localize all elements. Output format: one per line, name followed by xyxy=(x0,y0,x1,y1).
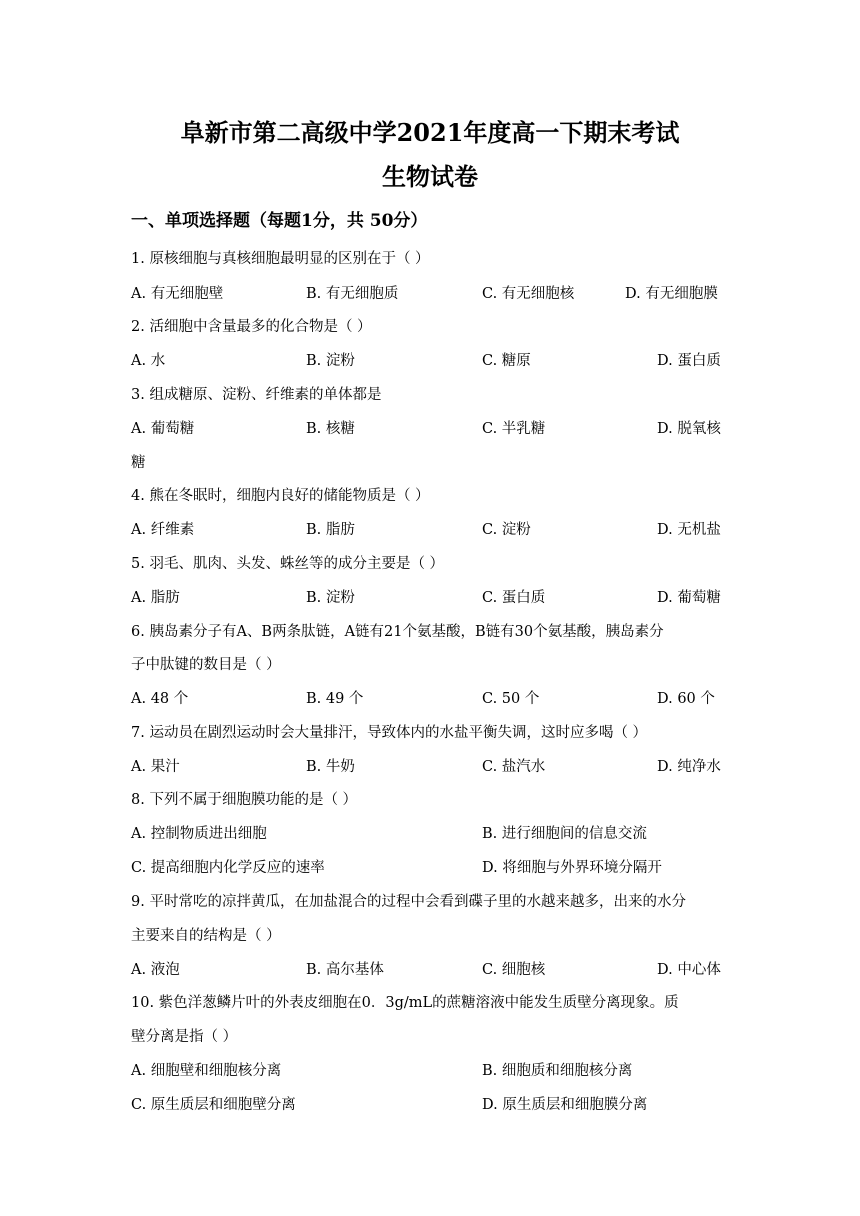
question-9-stem-continued: 主要来自的结构是（ ） xyxy=(131,928,281,944)
question-10-option-c: C. 原生质层和细胞壁分离 xyxy=(131,1097,296,1113)
question-5-option-a: A. 脂肪 xyxy=(131,590,180,606)
exam-subtitle: 生物试卷 xyxy=(382,162,478,191)
question-4-option-a: A. 纤维素 xyxy=(131,522,195,538)
question-9-option-a: A. 液泡 xyxy=(131,962,180,978)
question-3-stem: 3. 组成糖原、淀粉、纤维素的单体都是 xyxy=(131,387,382,403)
question-6-option-b: B. 49 个 xyxy=(306,691,364,707)
question-7-option-a: A. 果汁 xyxy=(131,759,180,775)
question-9-option-c: C. 细胞核 xyxy=(482,962,546,978)
question-2-option-a: A. 水 xyxy=(131,353,166,369)
question-7-stem: 7. 运动员在剧烈运动时会大量排汗，导致体内的水盐平衡失调，这时应多喝（ ） xyxy=(131,725,648,741)
question-2-stem: 2. 活细胞中含量最多的化合物是（ ） xyxy=(131,319,372,335)
question-10-stem-continued: 壁分离是指（ ） xyxy=(131,1029,238,1045)
question-2-option-c: C. 糖原 xyxy=(482,353,531,369)
question-9-option-b: B. 高尔基体 xyxy=(306,962,384,978)
question-6-stem-continued: 子中肽键的数目是（ ） xyxy=(131,657,281,673)
question-4-option-b: B. 脂肪 xyxy=(306,522,355,538)
question-6-option-c: C. 50 个 xyxy=(482,691,540,707)
question-1-option-d: D. 有无细胞膜 xyxy=(625,286,718,302)
question-1-option-b: B. 有无细胞质 xyxy=(306,286,399,302)
question-8-option-d: D. 将细胞与外界环境分隔开 xyxy=(482,860,662,876)
question-4-option-d: D. 无机盐 xyxy=(657,522,721,538)
question-10-option-a: A. 细胞壁和细胞核分离 xyxy=(131,1063,282,1079)
question-9-stem: 9. 平时常吃的凉拌黄瓜，在加盐混合的过程中会看到碟子里的水越来越多，出来的水分 xyxy=(131,894,686,910)
question-3-option-d-continuation: 糖 xyxy=(131,455,146,471)
question-4-option-c: C. 淀粉 xyxy=(482,522,531,538)
question-8-option-a: A. 控制物质进出细胞 xyxy=(131,826,267,842)
question-5-option-b: B. 淀粉 xyxy=(306,590,355,606)
question-1-stem: 1. 原核细胞与真核细胞最明显的区别在于（ ） xyxy=(131,251,430,267)
question-10-option-b: B. 细胞质和细胞核分离 xyxy=(482,1063,633,1079)
question-5-option-d: D. 葡萄糖 xyxy=(657,590,721,606)
question-10-stem: 10. 紫色洋葱鳞片叶的外表皮细胞在0．3g/mL的蔗糖溶液中能发生质壁分离现象。质 xyxy=(131,995,679,1011)
question-3-option-b: B. 核糖 xyxy=(306,421,355,437)
question-5-stem: 5. 羽毛、肌肉、头发、蛛丝等的成分主要是（ ） xyxy=(131,556,445,572)
question-7-option-d: D. 纯净水 xyxy=(657,759,721,775)
question-9-option-d: D. 中心体 xyxy=(657,962,721,978)
question-1-option-c: C. 有无细胞核 xyxy=(482,286,575,302)
section-heading: 一、单项选择题（每题1分，共 50分） xyxy=(131,211,428,231)
question-6-option-a: A. 48 个 xyxy=(131,691,189,707)
question-3-option-d: D. 脱氧核 xyxy=(657,421,721,437)
question-7-option-c: C. 盐汽水 xyxy=(482,759,546,775)
question-6-stem: 6. 胰岛素分子有A、B两条肽链，A链有21个氨基酸，B链有30个氨基酸，胰岛素分 xyxy=(131,624,664,640)
question-8-option-c: C. 提高细胞内化学反应的速率 xyxy=(131,860,325,876)
question-3-option-a: A. 葡萄糖 xyxy=(131,421,195,437)
question-2-option-b: B. 淀粉 xyxy=(306,353,355,369)
question-1-option-a: A. 有无细胞壁 xyxy=(131,286,224,302)
question-6-option-d: D. 60 个 xyxy=(657,691,715,707)
question-7-option-b: B. 牛奶 xyxy=(306,759,355,775)
question-8-option-b: B. 进行细胞间的信息交流 xyxy=(482,826,647,842)
question-3-option-c: C. 半乳糖 xyxy=(482,421,546,437)
question-4-stem: 4. 熊在冬眠时，细胞内良好的储能物质是（ ） xyxy=(131,488,430,504)
question-8-stem: 8. 下列不属于细胞膜功能的是（ ） xyxy=(131,792,358,808)
exam-title: 阜新市第二高级中学2021年度高一下期末考试 xyxy=(180,118,680,147)
question-10-option-d: D. 原生质层和细胞膜分离 xyxy=(482,1097,648,1113)
question-5-option-c: C. 蛋白质 xyxy=(482,590,546,606)
question-2-option-d: D. 蛋白质 xyxy=(657,353,721,369)
